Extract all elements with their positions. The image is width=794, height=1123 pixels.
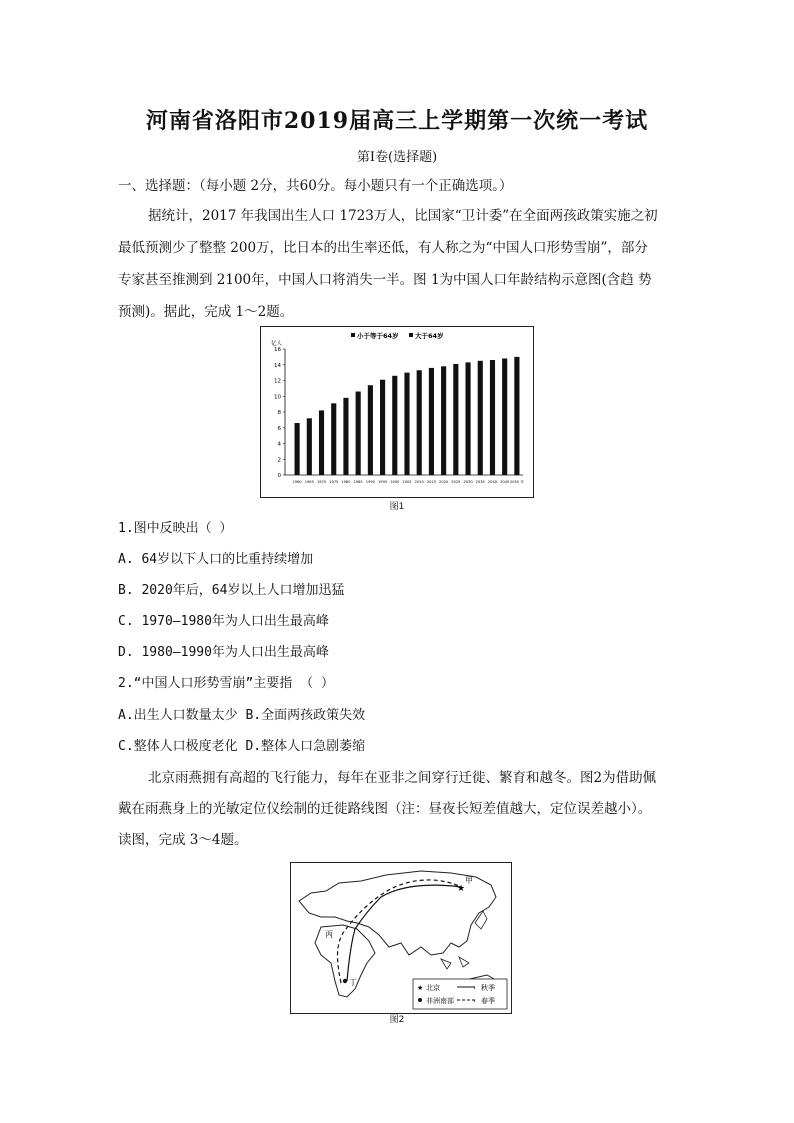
x-tick-label: 1995 <box>378 480 388 484</box>
spring-route <box>338 880 462 983</box>
bar <box>514 357 519 475</box>
section-heading: 一、选择题：（每小题 2分，共60分。每小题只有一个正确选项。） <box>118 178 513 194</box>
bar <box>453 364 458 475</box>
passage2-line: 北京雨燕拥有高超的飞行能力，每年在亚非之间穿行迁徙、繁育和越冬。图2为借助佩 <box>148 770 657 786</box>
bar <box>441 366 446 475</box>
bar <box>392 376 397 475</box>
legend-spring-arrow-icon: › <box>473 997 476 1005</box>
passage1-line: 最低预测少了整整 200万，比日本的出生率还低，有人称之为“中国人口形势雪崩”，部分 <box>118 240 648 256</box>
legend-autumn: 秋季 <box>481 984 495 992</box>
passage2-line: 读图，完成 3～4题。 <box>118 832 248 848</box>
bar <box>502 358 507 475</box>
y-tick-label: 2 <box>277 457 281 464</box>
legend-beijing: 北京 <box>426 984 440 992</box>
y-tick-label: 12 <box>274 378 281 385</box>
bar <box>404 373 409 475</box>
x-tick-label: 1980 <box>341 480 351 484</box>
passage1-line: 专家甚至推测到 2100年，中国人口将消失一半。图 1为中国人口年龄结构示意图(含趋 势 <box>118 272 652 288</box>
legend-star-icon: ★ <box>417 984 424 992</box>
x-tick-label: 1985 <box>353 480 363 484</box>
y-tick-label: 6 <box>277 425 281 432</box>
bar <box>478 361 483 475</box>
x-tick-label: 2000 <box>390 480 400 484</box>
map-label-jia: 甲 <box>465 876 473 885</box>
bar <box>417 370 422 475</box>
x-tick-label: 1990 <box>365 480 375 484</box>
map-label-bing: 丙 <box>325 930 333 939</box>
bar <box>295 423 300 475</box>
y-tick-label: 16 <box>274 347 281 353</box>
figure2-map <box>290 862 512 1014</box>
page-title: 河南省洛阳市2019届高三上学期第一次统一考试 <box>145 108 649 134</box>
x-tick-label: 2045 <box>500 480 510 484</box>
x-tick-label: 2005 <box>402 480 412 484</box>
legend-dot-icon <box>418 998 422 1002</box>
legend-over64: 大于64岁 <box>415 332 444 340</box>
x-tick-label: 2040 <box>487 480 498 484</box>
island <box>441 959 451 969</box>
figure1-chart <box>260 326 534 498</box>
x-tick-label: 2035 <box>475 480 485 484</box>
south-africa-dot-icon <box>343 979 347 983</box>
beijing-star-icon: ★ <box>457 884 466 894</box>
migration-map <box>291 863 511 1013</box>
bar <box>490 360 495 475</box>
figure2-caption: 图2 <box>389 1015 405 1025</box>
bar <box>368 385 373 475</box>
legend-spring: 春季 <box>481 997 495 1005</box>
africa-landmass <box>315 925 375 997</box>
legend-autumn-arrow-icon: › <box>473 984 476 992</box>
passage2-line: 戴在雨燕身上的光敏定位仪绘制的迁徙路线图（注：昼夜长短差值越大，定位误差越小）。 <box>118 801 652 817</box>
q2-stem: 2.“中国人口形势雪崩”主要指 （ ） <box>118 676 334 691</box>
y-tick-label: 10 <box>274 394 281 401</box>
passage1-line: 据统计，2017 年我国出生人口 1723万人，比国家“卫计委”在全面两孩政策实施之初 <box>148 208 658 224</box>
y-tick-label: 4 <box>277 441 281 448</box>
x-tick-label: 2025 <box>451 480 461 484</box>
y-tick-label: 14 <box>274 362 281 369</box>
q1-option-a: A. 64岁以下人口的比重持续增加 <box>118 552 314 567</box>
island <box>459 957 469 967</box>
x-tick-label: 2030 <box>463 480 473 484</box>
x-tick-label: 1970 <box>316 480 327 484</box>
section-subtitle: 第Ⅰ卷(选择题) <box>356 150 438 165</box>
q1-option-c: C. 1970—1980年为人口出生最高峰 <box>118 614 329 629</box>
x-tick-label: 1975 <box>329 480 339 484</box>
x-tick-label: 2015 <box>426 480 436 484</box>
population-bar-chart <box>261 327 533 497</box>
x-tick-label: 2020 <box>439 480 449 484</box>
bar <box>356 392 361 475</box>
island <box>475 911 487 929</box>
x-tick-label: 1960 <box>292 480 302 484</box>
legend-swatch-under64 <box>351 333 355 337</box>
q1-option-b: B. 2020年后，64岁以上人口增加迅猛 <box>118 583 345 598</box>
autumn-route <box>347 885 461 981</box>
x-tick-label: 2010 <box>414 480 424 484</box>
y-tick-label: 0 <box>277 473 281 479</box>
legend-swatch-over64 <box>409 333 413 337</box>
q1-option-d: D. 1980—1990年为人口出生最高峰 <box>118 645 329 660</box>
y-axis-label: 亿人 <box>271 341 283 347</box>
y-tick-label: 8 <box>277 410 281 416</box>
bar <box>343 398 348 475</box>
passage1-line: 预测)。据此，完成 1～2题。 <box>118 304 294 320</box>
bar <box>331 403 336 475</box>
bar <box>429 368 434 475</box>
figure1-caption: 图1 <box>389 502 405 512</box>
bar <box>307 418 312 475</box>
x-tick-label: 2050 年 <box>509 480 524 484</box>
legend-south-africa: 非洲南部 <box>426 997 454 1005</box>
bar <box>380 380 385 475</box>
q2-options-ab: A.出生人口数量太少 B.全面两孩政策失效 <box>118 708 366 723</box>
bar <box>465 362 470 475</box>
map-label-ding: 丁 <box>349 978 357 987</box>
legend-under64: 小于等于64岁 <box>357 332 399 340</box>
q2-options-cd: C.整体人口极度老化 D.整体人口急剧萎缩 <box>118 739 366 754</box>
q1-stem: 1.图中反映出（ ） <box>118 521 233 536</box>
x-tick-label: 1965 <box>304 480 314 484</box>
bar <box>319 410 324 475</box>
